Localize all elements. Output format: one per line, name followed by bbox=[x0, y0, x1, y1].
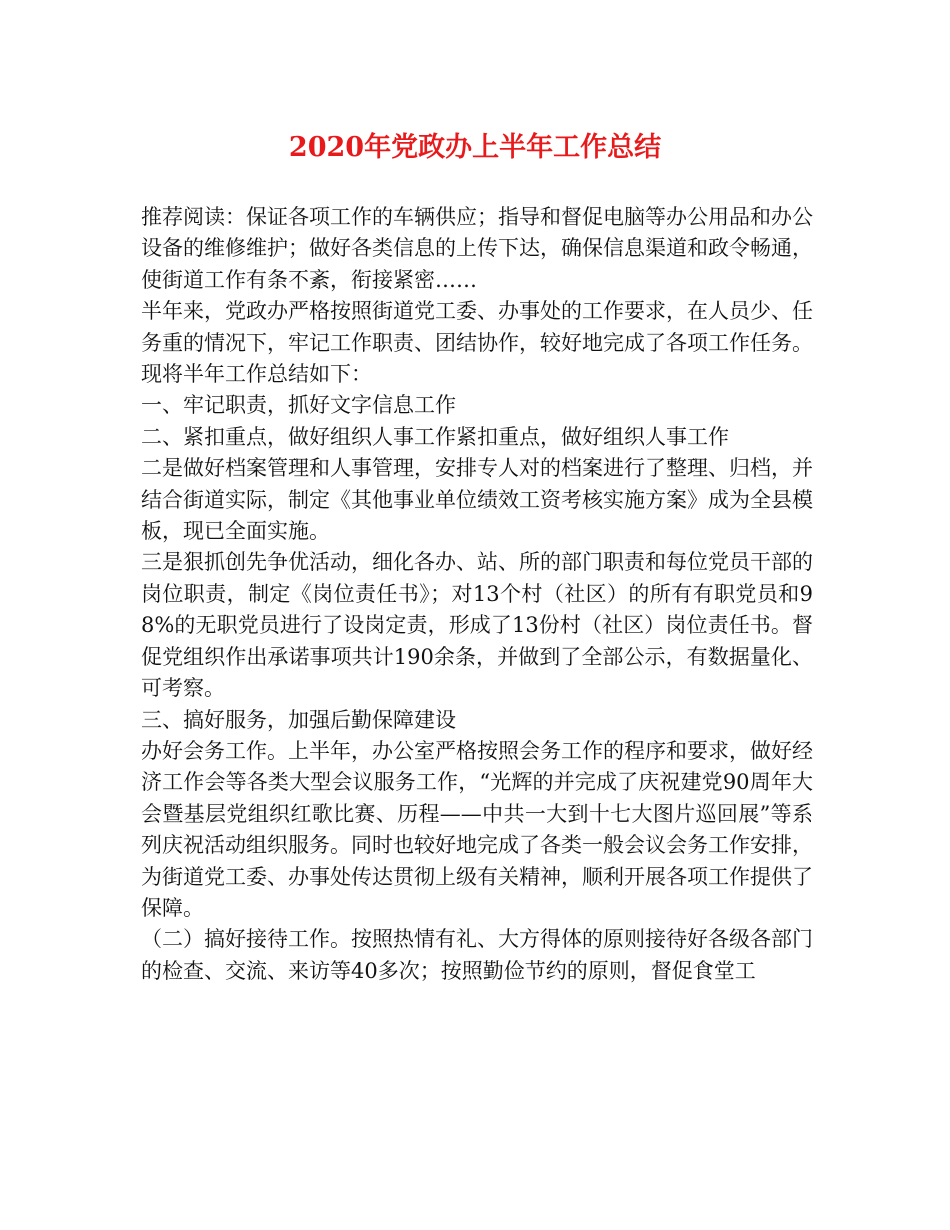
section-heading-3: 三、搞好服务，加强后勤保障建设 bbox=[141, 707, 456, 732]
paragraph-intro: 半年来，党政办严格按照街道党工委、办事处的工作要求，在人员少、任务重的情况下，牢记工作职责、团结协作，较好地完成了各项工作任务。现将半年工作总结如下： bbox=[141, 299, 813, 387]
document-title: 2020年党政办上半年工作总结 bbox=[288, 132, 662, 163]
document-body bbox=[141, 202, 813, 987]
paragraph-reception: （二）搞好接待工作。按照热情有礼、大方得体的原则接待好各级各部门的检查、交流、来访等40多次；按照勤俭节约的原则，督促食堂工 bbox=[141, 927, 813, 983]
paragraph-recommended-reading: 推荐阅读：保证各项工作的车辆供应；指导和督促电脑等办公用品和办公设备的维修维护；做好各类信息的上传下达，确保信息渠道和政令畅通，使街道工作有条不紊，衔接紧密…… bbox=[141, 205, 813, 292]
paragraph-party-building: 三是狠抓创先争优活动，细化各办、站、所的部门职责和每位党员干部的岗位职责，制定《岗位责任书》；对13个村（社区）的所有有职党员和98%的无职党员进行了设岗定责，形成了13份村（社区）岗位责任书。督促党组织作出承诺事项共计190余条，并做到了全部公示，有数据量化、可考察。 bbox=[141, 550, 813, 701]
section-heading-2: 二、紧扣重点，做好组织人事工作紧扣重点，做好组织人事工作 bbox=[141, 424, 729, 449]
paragraph-archives: 二是做好档案管理和人事管理，安排专人对的档案进行了整理、归档，并结合街道实际，制定《其他事业单位绩效工资考核实施方案》成为全县模板，现已全面实施。 bbox=[141, 456, 813, 544]
paragraph-meetings: 办好会务工作。上半年，办公室严格按照会务工作的程序和要求，做好经济工作会等各类大型会议服务工作，“光辉的并完成了庆祝建党90周年大会暨基层党组织红歌比赛、历程——中共一大到十七大图片巡回展”等系列庆祝活动组织服务。同时也较好地完成了各类一般会议会务工作安排，为街道党工委、办事处传达贯彻上级有关精神，顺利开展各项工作提供了保障。 bbox=[141, 738, 813, 920]
section-heading-1: 一、牢记职责，抓好文字信息工作 bbox=[141, 393, 456, 418]
